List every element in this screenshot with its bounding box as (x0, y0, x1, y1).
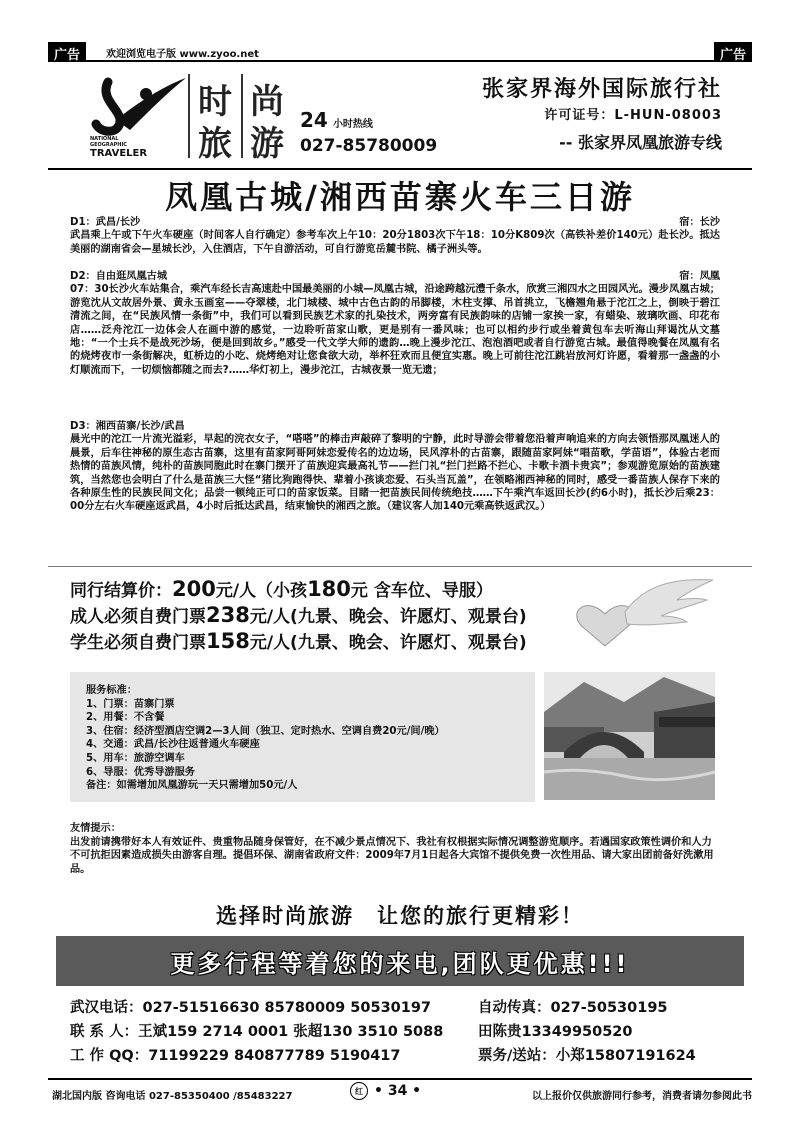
slogan: 选择时尚旅游 让您的旅行更精彩！ (216, 904, 584, 928)
hotline-number: 027-85780009 (300, 136, 438, 156)
hotline-block (300, 108, 373, 132)
service-item: 1、门票：苗寨门票 (86, 698, 175, 710)
price-line-1 (70, 576, 493, 601)
logo-divider (241, 74, 243, 158)
logo-line-2: GEOGRAPHIC (90, 142, 127, 148)
service-note: 备注：如需增加凤凰游玩一天只需增加50元/人 (86, 780, 298, 792)
wuhan-phone[interactable]: 武汉电话：027-51516630 85780009 50530197 (70, 1000, 432, 1016)
day-1-body: 武昌乘上午或下午火车硬座（时间客人自行确定）参考车次上午10：20分1803次下午18：10分K809次（高铁补差价140元）赴长沙。抵达美丽的湖南省会—星城长沙，入住酒店，下午自游活动，可自行游览岳麓书院、橘子洲头等。 (70, 230, 720, 255)
day-3-head (70, 420, 720, 433)
day-2-title: D2：自由逛凤凰古城 (70, 271, 168, 282)
logo-char-3: 旅 (198, 124, 232, 164)
header-rule (48, 168, 752, 170)
footer-right: 以上报价仅供旅游同行参考，消费者请勿参阅此书 (532, 1091, 752, 1102)
price-3-amount: 158 (206, 629, 250, 653)
page-title: 凤凰古城/湘西苗寨火车三日游 (165, 178, 635, 216)
logo-char-1: 时 (198, 82, 232, 122)
price-1-mid: 元/人（小孩 (215, 581, 308, 601)
agency-name: 张家界海外国际旅行社 (481, 77, 722, 102)
price-2-amount: 238 (206, 603, 250, 627)
price-line-2 (70, 602, 527, 627)
day-3-body: 晨光中的沱江一片流光溢彩，早起的浣衣女子，“嗒嗒”的棒击声敲碎了黎明的宁静，此时导游会带着您沿着声响追来的方向去领悟那凤凰迷人的晨景，后车往神秘的原生态古苗寨，这里有苗家阿哥阿妹恋爱传名的边边场，民风淳朴的古苗寨，跟随苗家阿妹“唱苗歌，学苗语”，体验古老而热情的苗族风情，纯朴的苗族同胞此时在寨门摆开了苗族迎宾最高礼节——拦门礼“拦门拦路不拦心、卡歌卡酒卡贵宾”；参观游览原始的苗族建筑，当然您也会明白了什么是苗族三大怪“猪比狗跑得快、辈着小孩谈恋爱、石头当瓦盖”，在领略湘西神秘的同时，感受一番苗族人保存下来的各种原生性的民族民间文化；品尝一顿纯正可口的苗家饭菜。目睹一把苗族民间传统绝技……下午乘汽车返回长沙(约6小时)，抵长沙后乘23：00分左右火车硬座返武昌，4小时后抵达武昌，结束愉快的湘西之旅。（建议客人加140元乘高铁返武汉。） (70, 434, 720, 513)
day-2-body: 07：30长沙火车站集合，乘汽车经长吉高速赴中国最美丽的小城—凤凰古城，沿途跨越沅澧千条水，欣赏三湘四水之田园风光。漫步凤凰古城；游览沈从文故居外景、黄永玉画室——夺翠楼，北门城楼、城中古色古韵的吊脚楼，木柱支撑、吊首挑立，飞檐翘角悬于沱江之上，倒映于碧江清流之间，在“民族风情一条街”中，我们可以看到民族艺术家的扎染技术，两旁富有民族韵味的店铺一家挨一家，有蜡染、玻璃吹画、印花布店……泛舟沱江一边体会人在画中游的感觉，一边聆听苗家山歌，更是别有一番风味；也可以相约步行或坐着黄包车去听海山拜谒沈从文墓地：“一个士兵不是战死沙场，便是回到故乡。”感受一代文学大师的遗韵…晚上漫步沱江、泡泡酒吧或者自行游览古城。最值得晚餐在凤凰有名的烧烤夜市一条街解决，虹桥边的小吃、烧烤绝对让您食欲大动，举杯狂欢而且便宜实惠。晚上可前往沱江跳岩放河灯许愿，看着那一盏盏的小灯顺流而下，一切烦恼都随之而去?……华灯初上，漫步沱江，古城夜景一览无遗； (70, 284, 720, 376)
day-2-head (70, 270, 720, 283)
service-item: 4、交通：武昌/长沙往返普通火车硬座 (86, 739, 260, 751)
day-1-title: D1：武昌/长沙 (70, 217, 141, 228)
day-3-title: D3：湘西苗寨/长沙/武昌 (70, 421, 185, 432)
price-3-suffix: 元/人(九景、晚会、许愿灯、观景台) (249, 633, 527, 653)
logo-line-1: NATIONAL (90, 136, 119, 142)
price-2-prefix: 成人必须自费门票 (70, 607, 206, 627)
logo-char-2: 尚 (250, 82, 284, 122)
welcome-text[interactable]: 欢迎浏览电子版 www.zyoo.net (106, 49, 259, 60)
page-number (350, 1082, 421, 1100)
hotline-24: 24 (300, 108, 328, 132)
special-line: -- 张家界凤凰旅游专线 (559, 133, 722, 152)
price-1-prefix: 同行结算价： (70, 581, 172, 601)
price-1-amount: 200 (172, 577, 216, 601)
service-title: 服务标准： (86, 685, 137, 696)
price-3-prefix: 学生必须自费门票 (70, 633, 206, 653)
hotline-label: 小时热线 (332, 119, 373, 130)
day-3 (70, 420, 720, 514)
banner-text: 更多行程等着您的来电,团队更优惠!!! (170, 949, 630, 978)
page-number-text: • 34 • (374, 1083, 422, 1099)
day-1-head (70, 216, 720, 229)
price-1-suffix: 元 含车位、导服） (350, 581, 493, 601)
logo-char-4: 游 (250, 124, 284, 164)
service-item: 2、用餐：不含餐 (86, 712, 165, 724)
work-qq[interactable]: 工 作 QQ：71199229 840877789 5190417 (70, 1048, 401, 1064)
price-2-suffix: 元/人(九景、晚会、许愿灯、观景台) (249, 607, 527, 627)
service-list (86, 684, 445, 793)
logo-chars (188, 74, 298, 164)
tips-body: 出发前请携带好本人有效证件、贵重物品随身保管好，在不减少景点情况下、我社有权根据实际情况调整游览顺序。若遇国家政策性调价和人力不可抗拒因素造成损失由游客自理。提倡环保、湖南省政府文件：2009年7月1日起各大宾馆不提供免费一次性用品、请大家出团前备好洗漱用品。 (70, 836, 714, 875)
service-item: 3、住宿：经济型酒店空调2—3人间（独卫、定时热水、空调自费20元/间/晚） (86, 725, 445, 737)
page-badge-icon: 红 (350, 1082, 368, 1100)
day-1 (70, 216, 720, 256)
tian-contact[interactable]: 田陈贵13349950520 (478, 1024, 633, 1040)
footer-rule (48, 1078, 752, 1080)
tips-title: 友情提示： (70, 823, 121, 834)
promo-banner (56, 936, 744, 986)
ad-label-right: 广告 (714, 42, 752, 62)
top-ad-bar (48, 42, 752, 64)
header (48, 68, 752, 164)
ad-label-left: 广告 (48, 42, 86, 62)
ticket-contact[interactable]: 票务/送站：小郑15807191624 (478, 1048, 696, 1064)
stone-bridge-photo (544, 672, 715, 800)
day-2 (70, 270, 720, 377)
service-item: 6、导服：优秀导游服务 (86, 766, 195, 778)
tips-section (70, 822, 720, 876)
winged-heart-icon (565, 574, 715, 654)
section-divider (48, 566, 752, 567)
top-rule (48, 60, 752, 62)
price-line-3 (70, 628, 527, 653)
footer-left: 湖北国内版 咨询电话 027-85350400 /85483227 (52, 1091, 293, 1102)
license-number: 许可证号：L-HUN-08003 (544, 108, 722, 123)
price-1-child: 180 (307, 577, 351, 601)
contact-person[interactable]: 联 系 人：王斌159 2714 0001 张超130 3510 5088 (70, 1024, 444, 1040)
fax-number[interactable]: 自动传真：027-50530195 (478, 1000, 668, 1016)
logo-line-3: TRAVELER (90, 148, 148, 156)
day-1-stay: 宿：长沙 (679, 217, 720, 228)
service-item: 5、用车：旅游空调车 (86, 752, 185, 764)
day-2-stay: 宿：凤凰 (679, 271, 720, 282)
